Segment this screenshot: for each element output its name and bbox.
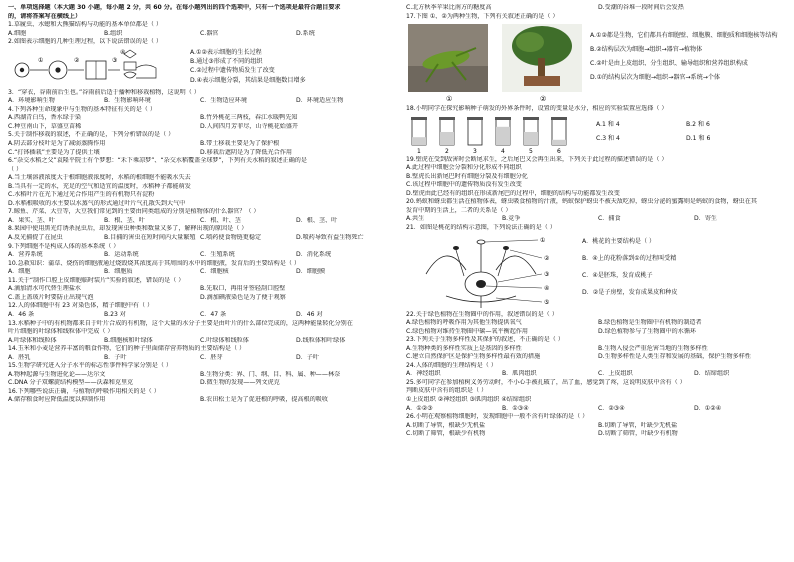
option-text: C.叶绿体和线粒体 [200, 336, 249, 344]
fig21-option: B．④上的花粉落到①的过程叫受精 [582, 254, 677, 262]
option-row [8, 97, 392, 106]
option-row [406, 319, 790, 328]
option-text: C．生物适应环境 [200, 97, 247, 105]
question-text: 16.下列哪些说法正确，与植物的呼吸作用相关的是（ ） [8, 387, 160, 395]
bonsai-leaves [516, 32, 544, 52]
fig2-option: B.通过③形成了不同的组织 [190, 58, 263, 66]
option-text: C.北方秋季苹果比南方的糖度高 [406, 4, 492, 11]
option-text: A．环境影响生物 [8, 97, 55, 105]
photo-caption: ① [446, 95, 453, 104]
option-text: C.器官 [200, 29, 219, 37]
option-row [8, 251, 392, 260]
option-text: A．胚乳 [8, 353, 31, 361]
cell-nucleus [20, 68, 24, 72]
question-text: 2.如图表示细胞的几种生理过程，以下说法错误的是（ ） [8, 38, 163, 46]
organism-figure [406, 22, 790, 104]
option-text: C.DNA 分子双螺旋结构模型——沃森和克里克 [8, 379, 134, 387]
question-text: 21．如图是桃花的结构示意图，下列说法正确的是（ ） [406, 224, 556, 232]
photo-caption: ② [540, 95, 547, 104]
option-text: A.滴加清水可代替生理盐水 [8, 285, 82, 293]
option-row [8, 311, 392, 320]
fig17-option: C.②叶是由上皮组织、分生组织、输导组织和营养组织构成 [590, 60, 748, 68]
option-row [8, 217, 392, 226]
option-text: B.目捕的害虫在短时间内大量繁殖 [104, 234, 196, 242]
jar [468, 119, 482, 145]
pointer-line [498, 274, 542, 282]
question-text: （ ） [8, 165, 23, 173]
option-text: C.切断了筛管，根缺少有机物 [406, 430, 486, 438]
option-text: D.受潮的谷堆一段时间后会发热 [598, 4, 684, 11]
option-text: D．消化系统 [296, 251, 332, 259]
option-row [8, 354, 392, 363]
question-text: 1.草履虫、水螅和大熊猫结构与功能的基本单位都是（ ） [8, 21, 163, 29]
question-text: 4.下列各种生命现象中与生物的基本特征有关的是（ ） [8, 105, 156, 113]
option-text: B.细胞核和叶绿体 [104, 336, 153, 344]
option-text: A．①②③ [406, 404, 433, 412]
fig18-option: A.1 和 4 [596, 120, 620, 128]
question-text: 12.人的体细胞中有 23 对染色体，精子细胞中有（ ） [8, 302, 154, 310]
pointer-line [486, 286, 542, 288]
question-text: 17.下图 ①、②为两种生物，下列有关叙述正确的是（ ） [406, 12, 559, 20]
part-marker: ⑤ [544, 298, 550, 306]
question-text: 26.小明在观察植物细胞时，发现细胞中一般不含有叶绿体的是（ ） [406, 413, 589, 421]
option-row [406, 345, 790, 354]
question-text: 15.生物学研究进入分子水平的标志性事件科学家分别是（ ） [8, 362, 172, 370]
pointer-line [510, 250, 542, 258]
option-text: D.绿色植物参与了生物圈中的水循环 [598, 327, 697, 335]
option-text: D．①②④ [694, 404, 722, 412]
option-text: B.带土移栽主要是为了保护根 [200, 140, 280, 148]
fig18-option: D.1 和 6 [686, 134, 711, 142]
option-text: D．细胞膜 [296, 268, 326, 276]
jar-water [496, 126, 510, 144]
question-text: A.此过程中细胞会分裂和分化形成不同组织 [406, 164, 522, 172]
option-text: A．神经组织 [406, 370, 441, 378]
question-text: 7.鲸鱼、芹菜、大豆等，大豆我们常见到的主要由同类组成的分别是植物体的什么器官？（ ） [8, 208, 260, 216]
option-text: A.反光捕捉了在昆虫 [8, 234, 63, 242]
question-text: 发育中期的生活上，二者的关系是（ ） [406, 206, 512, 214]
fig17-option: B.②结构层次为细胞→组织→器官→植物体 [590, 46, 703, 54]
jar-label: 4 [501, 147, 505, 155]
option-text: C．根、叶、茎 [200, 216, 241, 224]
question-text: 24.人体的细胞的生理结构是（ ） [406, 361, 497, 369]
peach-flower-diagram [406, 234, 576, 310]
option-row [8, 234, 392, 243]
jar-water [552, 139, 566, 144]
option-text: B．细胞质 [104, 268, 133, 276]
question-text: C.水稻叶片在光下通过光合作用产生的有机物只有淀粉 [8, 191, 155, 199]
option-text: A.阴去部分枝叶是为了减弱蒸腾作用 [8, 140, 106, 148]
option-row [406, 422, 790, 431]
question-text: C.该过程中细胞中的遗传物质没有发生改变 [406, 181, 522, 189]
grasshopper-ground [408, 66, 488, 92]
option-text: C．47 条 [200, 310, 227, 318]
option-text: D．46 对 [296, 310, 323, 318]
bonsai-pot [524, 76, 560, 86]
part-marker: ③ [544, 270, 550, 278]
option-row [8, 379, 392, 388]
question-text: 判断皮肤中含有的组织是（ ） [406, 387, 488, 395]
option-row [406, 353, 790, 362]
fig17-option: A.①②都是生物，它们都具有细胞壁、细胞膜、细胞质和细胞核等结构 [590, 32, 778, 40]
part-marker: ① [540, 236, 546, 244]
question-text: 23.下列关于生物多样性及其保护的叙述，不正确的是（ ） [406, 336, 564, 344]
option-text: B．根、茎、叶 [104, 216, 145, 224]
option-text: B.先取口，再用牙签轻刮口腔壁 [200, 285, 286, 293]
option-text: B．肌肉组织 [502, 370, 537, 378]
seed-jar-diagram [406, 115, 586, 155]
question-text: 6.“杂交水稻之父”袁隆平院士有个梦想：“禾下乘凉梦”、“杂交水稻覆盖全球梦”，下列有关水稻的叙述正确的是 [8, 157, 307, 165]
option-text: A.细胞 [8, 29, 27, 37]
option-text: B.绿色植物是生物圈中有机物的制造者 [598, 319, 702, 327]
option-row [8, 30, 392, 39]
option-text: B．生物影响环境 [104, 97, 151, 105]
option-row [8, 268, 392, 277]
option-row [8, 285, 392, 294]
question-text: 18.小明同学在探究影响种子萌发的外界条件时，设置的变量是水分，相应的实验装置应选择（ ） [406, 105, 668, 113]
pointer-line [485, 240, 538, 242]
option-text: C．上皮组织 [598, 370, 633, 378]
tissue-cells [124, 50, 136, 70]
fig18-option: B.2 和 6 [686, 120, 710, 128]
question-text: 22.关于绿色植物在生物圈中的作用，叙述错误的是（ ） [406, 310, 558, 318]
option-text: C．细胞核 [200, 268, 229, 276]
fig2-option: D.④表示细胞分裂，其结果是细胞数目增多 [190, 76, 306, 84]
cell-process-figure [8, 48, 392, 88]
question-text: 8.果园中使用黑光灯诱杀昆虫后，却发现害虫种类和数量又多了，解释出现的原因是（ ） [8, 225, 248, 233]
option-text: B.生物入侵会严重危害当地的生物多样性 [598, 344, 708, 352]
option-row [406, 396, 790, 405]
fig2-option: A.①②表示细胞的生长过程 [190, 48, 262, 56]
option-text: C.“打钵插栽”主要是为了提供土壤 [8, 148, 100, 156]
option-text: C．②③④ [598, 404, 625, 412]
option-text: A.物种起源与生物进化论——达尔文 [8, 370, 106, 378]
organism-photos [406, 22, 586, 104]
option-text: C.喷药使食物链更稳定 [200, 234, 262, 242]
question-text: 9.下列细胞不是构成人体的基本系统（ ） [8, 242, 120, 250]
option-row [406, 370, 790, 379]
option-row [8, 371, 392, 380]
fig21-option: A．桃花的主要结构是（ ） [582, 237, 656, 245]
question-text: 10.急救知识：蒲草、烧伤的细胞液通过烧毁烧其浓度高于其周围的水中的细胞液，发育后的主要结构是（ ） [8, 259, 300, 267]
bonsai-trunk [538, 58, 545, 76]
jar-label: 6 [557, 147, 561, 155]
section-header: 的，请将答案写在横线上） [8, 12, 82, 20]
question-text: 11.关于“制作口腔上皮细胞临时装片”实验的叙述，错误的是（ ） [8, 276, 185, 284]
fig18-option: C.3 和 4 [596, 134, 620, 142]
option-text: A．46 条 [8, 310, 35, 318]
option-text: B.竹外桃花三两枝，春江水暖鸭先知 [200, 114, 298, 122]
option-text: B.生物分类：界、门、纲、目、科、属、种——林奈 [200, 370, 341, 378]
cell-process-diagram [8, 48, 188, 88]
left-column [8, 4, 392, 558]
option-row [406, 215, 790, 224]
option-text: C．生殖系统 [200, 251, 235, 259]
question-text: 叶片细胞的叶绿体和线粒体中完成（ ） [8, 328, 114, 336]
option-text: C.建立自然保护区是保护生物多样性最有效的措施 [406, 353, 541, 361]
option-text: A.生物种类的多样性实质上是基因的多样性 [406, 344, 522, 352]
jar-label: 2 [445, 147, 449, 155]
option-text: A．果实、茎、叶 [8, 216, 55, 224]
jar-label: 1 [417, 147, 421, 155]
receptacle [446, 296, 516, 308]
option-row [8, 337, 392, 346]
option-text: A.叶绿体和线粒体 [8, 336, 57, 344]
question-text: B.当具有一定的水，充足的空气和适宜的温度时，水稻种子都能萌发 [8, 182, 191, 190]
option-text: A.切断了导管，根缺少无机盐 [406, 421, 486, 429]
option-text: C．胚芽 [200, 353, 223, 361]
fig17-option: D.①的结构层次为细胞→组织→器官→系统→个体 [590, 74, 721, 82]
option-row [406, 4, 790, 13]
cell-nucleus [55, 67, 60, 72]
option-text: C.盖上盖玻片时要防止出现气泡 [8, 293, 94, 301]
option-text: B.农田松土是为了促进根的呼吸，提高根的吸收 [200, 396, 328, 404]
question-text: A.当土壤溶液浓度大于根细胞液浓度时，水稻的根细胞不能吸水失去 [8, 174, 191, 182]
question-text: D.水稻根吸收的水主要以水蒸气的形式通过叶片气孔散失到大气中 [8, 199, 186, 207]
option-text: D.线粒体和叶绿体 [296, 336, 346, 344]
option-text: D.系统 [296, 29, 315, 37]
question-text: B.壁虎长出新尾巴时有细胞分裂及有细胞分化 [406, 172, 528, 180]
fig21-option: D．②是子房壁，发育成果皮和种皮 [582, 288, 678, 296]
option-text: A.西湖青白鸟，香水绿于染 [8, 114, 82, 122]
option-text: C.种豆南山下，草盛豆苗稀 [8, 122, 82, 130]
option-text: D．结缔组织 [694, 370, 730, 378]
ovule [476, 280, 486, 288]
option-text: D.滴加碘液染色是为了便于观察 [200, 293, 286, 301]
option-text: D.人间四月芳菲尽，山寺桃花始盛开 [200, 122, 299, 130]
option-text: D．环境适应生物 [296, 97, 344, 105]
option-text: D．根、茎、叶 [296, 216, 338, 224]
jar-lid [411, 117, 427, 120]
option-text: D．子叶 [296, 353, 319, 361]
question-text: 3．“穿衣，谷雨前后生也。”谷雨前后适于播种和移栽植物，这说明（ ） [8, 88, 200, 96]
option-row [8, 294, 392, 303]
jar-lid [467, 117, 483, 120]
option-text: D.微生物的发现——列文虎克 [200, 379, 280, 387]
option-text: B．①③④ [502, 404, 529, 412]
option-text: B.竞争 [502, 215, 521, 223]
option-row [8, 114, 392, 123]
question-text: 14.玉米和小麦是营养丰富的粮食作物，它们的种子里面储存营养物质的主要结构是（ ） [8, 345, 246, 353]
option-text: C．捕食 [598, 215, 621, 223]
fig21-option: C．④是胚珠，发育成桃子 [582, 271, 653, 279]
right-column [406, 4, 790, 558]
option-text: B.切断了导管，叶缺少无机盐 [598, 421, 678, 429]
anther [503, 246, 509, 250]
jar-water [524, 132, 538, 145]
option-text: D.移栽后遮阴是为了降低光合作用 [200, 148, 292, 156]
process-marker: ③ [112, 56, 118, 64]
option-text: A．细胞 [8, 268, 31, 276]
jar-water [412, 137, 426, 145]
jar-water [440, 132, 454, 145]
seed-jar-figure [406, 115, 790, 155]
part-marker: ② [544, 254, 550, 262]
question-text: 5.关于制作移栽的叙述，不正确的是，下列分析错误的是（ ） [8, 131, 175, 139]
option-text: B．子叶 [104, 353, 127, 361]
section-header: 一、单项选择题（本大题 30 小题，每小题 2 分，共 60 分。在每小题列出的四个选项中，只有一个选项是最符合题目要求 [8, 4, 341, 11]
option-row [8, 396, 392, 405]
option-row [406, 405, 790, 414]
option-text: B.组织 [104, 29, 123, 37]
option-text: A.储存粮食时应降低温度以抑制作用 [8, 396, 106, 404]
option-row [8, 140, 392, 149]
question-text: 19.壁虎在受到敌害时会断尾求生，之后尾巴又会再生出来，下列关于此过程的描述错误的是（ ） [406, 155, 668, 163]
option-text: D.生物多样性是人类生存和发展的基础，保护生物多样性 [598, 353, 751, 361]
question-text: 20.蚂蚁和蚜虫都生活在植物体表，蚜虫吸食植物的汁液，蚂蚁保护蚜虫不被天敌吃掉，蚜虫分泌的蜜露则是蚂蚁的食物，蚜虫在其 [406, 198, 757, 206]
option-row [8, 123, 392, 132]
question-text: D.壁虎由此已经有的组织在形成新尾巴的过程中，细胞的结构与功能都发生改变 [406, 189, 620, 197]
option-row [8, 149, 392, 158]
option-row [406, 430, 790, 439]
anther [453, 246, 459, 250]
option-row [406, 328, 790, 337]
option-text: B．运动系统 [104, 251, 139, 259]
process-marker: ① [38, 56, 44, 64]
process-marker: ② [74, 56, 80, 64]
jar-label: 3 [473, 147, 477, 155]
stigma [477, 240, 485, 244]
peach-flower-figure [406, 234, 790, 310]
option-text: D.切断了筛管，叶缺少有机物 [598, 430, 678, 438]
question-text: 25.多可同学在参加植树义务劳动时，不小心手被扎破了，出了血，感觉到了疼，这说明皮肤中含有（ ） [406, 378, 686, 386]
jar-lid [551, 117, 567, 120]
jar-lid [495, 117, 511, 120]
process-marker: ④ [120, 48, 126, 56]
option-text: A．营养系统 [8, 251, 43, 259]
part-marker: ④ [544, 284, 550, 292]
jar-lid [439, 117, 455, 120]
option-text: ①上皮组织 ②神经组织 ③肌肉组织 ④结缔组织 [406, 396, 532, 404]
jar-label: 5 [529, 147, 533, 155]
option-text: A.绿色植物的呼吸作用为其他生物提供氧气 [406, 319, 522, 327]
question-text: 13.水稻种子中的有机物都来自于叶片合成的有机物，这个大量的水分子主要是由叶片的什么部位完成的，这两种能量转化分别在 [8, 319, 353, 327]
option-text: D.喷药导致有益生物死亡 [296, 234, 364, 242]
option-text: B.23 对 [104, 310, 126, 318]
tissue-cells [124, 72, 136, 78]
option-text: D．寄生 [694, 215, 717, 223]
fig2-option: C.②过程中遗传物质发生了改变 [190, 67, 275, 75]
jar-lid [523, 117, 539, 120]
tissue-cells [136, 65, 156, 78]
option-text: A.共生 [406, 215, 425, 223]
option-text: C.绿色植物对维持生物圈中碳—氧平衡起作用 [406, 327, 528, 335]
